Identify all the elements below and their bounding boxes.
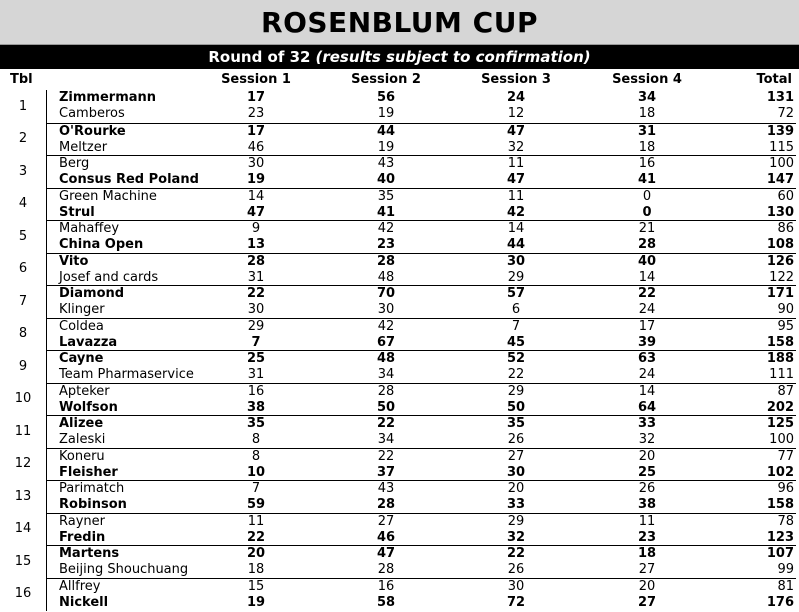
team-name: Green Machine: [59, 188, 157, 204]
session-3-score: 14: [507, 221, 525, 236]
session-1-score: 14: [247, 188, 265, 204]
session-2-score: 22: [376, 416, 396, 431]
session-4-score: 33: [637, 416, 657, 431]
table-number: 11: [14, 423, 32, 439]
session-4-score: 34: [637, 90, 657, 105]
total-score: 111: [769, 367, 794, 382]
session-3-score: 26: [507, 432, 525, 447]
session-4-score: 20: [638, 578, 656, 594]
total-score: 77: [777, 448, 794, 464]
session-4-score: 25: [637, 464, 657, 480]
session-3-score: 44: [506, 237, 526, 252]
match-block: [46, 415, 796, 449]
team-name: Fredin: [59, 529, 106, 545]
match-block: [46, 188, 796, 222]
total-score: 108: [766, 237, 794, 252]
session-4-score: 24: [638, 367, 656, 382]
session-1-score: 19: [246, 172, 266, 187]
total-score: 115: [769, 139, 794, 155]
total-score: 147: [766, 172, 794, 187]
session-3-score: 27: [507, 448, 525, 464]
session-3-score: 29: [507, 383, 525, 399]
session-4-score: 14: [638, 383, 656, 399]
session-4-score: 63: [637, 351, 657, 366]
session-2-score: 28: [377, 562, 395, 577]
table-number: 2: [18, 131, 28, 147]
session-1-score: 16: [247, 383, 265, 399]
session-1-score: 23: [247, 106, 265, 121]
table-row: [47, 465, 796, 481]
total-score: 131: [766, 90, 794, 105]
session-3-score: 47: [506, 123, 526, 139]
match-block: [46, 545, 796, 579]
team-name: Parimatch: [59, 481, 125, 496]
session-4-score: 26: [638, 481, 656, 496]
team-name: Lavazza: [59, 334, 118, 350]
table-row: [47, 286, 796, 302]
team-name: Team Pharmaservice: [59, 367, 194, 382]
team-name: Alizee: [59, 416, 104, 431]
session-3-score: 7: [511, 318, 521, 334]
session-1-score: 17: [246, 90, 266, 105]
session-4-score: 11: [638, 513, 656, 529]
session-4-score: 28: [637, 237, 657, 252]
session-1-score: 29: [247, 318, 265, 334]
session-2-score: 19: [377, 106, 395, 121]
team-name: Robinson: [59, 497, 127, 512]
session-2-score: 50: [376, 399, 396, 415]
table-row: [47, 319, 796, 335]
total-score: 126: [766, 253, 794, 269]
session-3-score: 30: [506, 253, 526, 269]
header-total: Total: [756, 72, 792, 87]
match-block: [46, 480, 796, 514]
table-row: [47, 124, 796, 140]
total-score: 99: [777, 562, 794, 577]
session-1-score: 18: [247, 562, 265, 577]
session-4-score: 40: [637, 253, 657, 269]
session-4-score: 0: [642, 188, 652, 204]
session-2-score: 58: [376, 594, 396, 610]
team-name: Camberos: [59, 106, 125, 121]
total-score: 100: [769, 432, 794, 447]
session-3-score: 11: [507, 156, 525, 171]
session-1-score: 47: [246, 204, 266, 220]
session-3-score: 24: [506, 90, 526, 105]
table-number: 8: [18, 326, 28, 342]
session-4-score: 18: [638, 139, 656, 155]
total-score: 87: [777, 383, 794, 399]
session-1-score: 13: [246, 237, 266, 252]
table-row: [47, 416, 796, 432]
team-name: Diamond: [59, 286, 125, 301]
table-row: [47, 140, 796, 156]
table-row: [47, 595, 796, 611]
session-1-score: 15: [247, 578, 265, 594]
match-block: [46, 448, 796, 482]
team-name: Mahaffey: [59, 221, 120, 236]
confirmation-note: (results subject to confirmation): [315, 48, 591, 66]
match-block: [46, 350, 796, 384]
session-2-score: 48: [376, 351, 396, 366]
session-1-score: 38: [246, 399, 266, 415]
header-session-1: Session 1: [221, 72, 291, 87]
session-4-score: 38: [637, 497, 657, 512]
total-score: 122: [769, 269, 794, 285]
session-3-score: 52: [506, 351, 526, 366]
session-2-score: 35: [377, 188, 395, 204]
total-score: 102: [766, 464, 794, 480]
session-3-score: 26: [507, 562, 525, 577]
session-1-score: 31: [247, 269, 265, 285]
session-4-score: 17: [638, 318, 656, 334]
session-2-score: 42: [377, 318, 395, 334]
session-3-score: 6: [511, 302, 521, 317]
match-block: [46, 285, 796, 319]
session-4-score: 31: [637, 123, 657, 139]
team-name: Rayner: [59, 513, 105, 529]
table-number: 3: [18, 163, 28, 179]
table-number: 4: [18, 196, 28, 212]
table-number: 9: [18, 358, 28, 374]
session-2-score: 37: [376, 464, 396, 480]
session-3-score: 32: [507, 139, 525, 155]
session-1-score: 25: [246, 351, 266, 366]
total-score: 202: [766, 399, 794, 415]
session-2-score: 23: [376, 237, 396, 252]
session-3-score: 32: [506, 529, 526, 545]
team-name: Berg: [59, 156, 90, 171]
session-3-score: 35: [506, 416, 526, 431]
total-score: 100: [769, 156, 794, 171]
match-block: [46, 253, 796, 287]
team-name: Josef and cards: [59, 269, 159, 285]
session-1-score: 22: [246, 286, 266, 301]
table-row: [47, 562, 796, 578]
header-session-2: Session 2: [351, 72, 421, 87]
session-4-score: 41: [637, 172, 657, 187]
table-row: [47, 481, 796, 497]
session-2-score: 28: [377, 383, 395, 399]
session-2-score: 70: [376, 286, 396, 301]
session-4-score: 24: [638, 302, 656, 317]
match-block: [46, 318, 796, 352]
session-1-score: 22: [246, 529, 266, 545]
team-name: Coldea: [59, 318, 104, 334]
session-2-score: 28: [376, 497, 396, 512]
table-row: [47, 530, 796, 546]
session-2-score: 42: [377, 221, 395, 236]
session-4-score: 20: [638, 448, 656, 464]
team-name: Apteker: [59, 383, 110, 399]
match-block: [46, 578, 796, 612]
session-1-score: 59: [246, 497, 266, 512]
header-session-3: Session 3: [481, 72, 551, 87]
session-2-score: 16: [377, 578, 395, 594]
session-2-score: 56: [376, 90, 396, 105]
table-number: 14: [14, 521, 32, 537]
session-2-score: 27: [377, 513, 395, 529]
session-4-score: 22: [637, 286, 657, 301]
session-4-score: 0: [642, 204, 652, 220]
session-2-score: 40: [376, 172, 396, 187]
session-2-score: 44: [376, 123, 396, 139]
table-row: [47, 449, 796, 465]
table-number: 1: [18, 98, 28, 114]
team-name: Koneru: [59, 448, 105, 464]
header-session-4: Session 4: [612, 72, 682, 87]
session-1-score: 35: [246, 416, 266, 431]
total-score: 188: [766, 351, 794, 366]
table-row: [47, 254, 796, 270]
table-row: [47, 384, 796, 400]
session-3-score: 12: [507, 106, 525, 121]
total-score: 107: [766, 546, 794, 561]
match-block: [46, 90, 796, 123]
table-row: [47, 205, 796, 221]
table-row: [47, 546, 796, 562]
session-1-score: 10: [246, 464, 266, 480]
total-score: 176: [766, 594, 794, 610]
match-block: [46, 155, 796, 189]
table-number: 13: [14, 488, 32, 504]
table-row: [47, 302, 796, 318]
total-score: 125: [766, 416, 794, 431]
table-number: 7: [18, 293, 28, 309]
session-3-score: 42: [506, 204, 526, 220]
total-score: 96: [777, 481, 794, 496]
total-score: 158: [766, 497, 794, 512]
table-row: [47, 237, 796, 253]
session-1-score: 8: [251, 448, 261, 464]
session-3-score: 29: [507, 269, 525, 285]
session-4-score: 32: [638, 432, 656, 447]
session-4-score: 39: [637, 334, 657, 350]
team-name: Allfrey: [59, 578, 101, 594]
page-title: ROSENBLUM CUP: [261, 5, 538, 39]
session-3-score: 47: [506, 172, 526, 187]
session-4-score: 23: [637, 529, 657, 545]
session-2-score: 22: [377, 448, 395, 464]
session-1-score: 7: [251, 334, 261, 350]
table-row: [47, 400, 796, 416]
session-1-score: 28: [246, 253, 266, 269]
session-2-score: 34: [377, 432, 395, 447]
table-row: [47, 367, 796, 383]
team-name: Wolfson: [59, 399, 118, 415]
team-name: Zimmermann: [59, 90, 157, 105]
table-number: 5: [18, 228, 28, 244]
session-2-score: 43: [377, 481, 395, 496]
table-number: 6: [18, 261, 28, 277]
team-name: Klinger: [59, 302, 105, 317]
table-number: 15: [14, 553, 32, 569]
session-1-score: 8: [251, 432, 261, 447]
table-row: [47, 189, 796, 205]
session-2-score: 34: [377, 367, 395, 382]
session-1-score: 19: [246, 594, 266, 610]
session-2-score: 41: [376, 204, 396, 220]
match-block: [46, 220, 796, 254]
total-score: 158: [766, 334, 794, 350]
session-3-score: 45: [506, 334, 526, 350]
match-block: [46, 123, 796, 157]
total-score: 72: [777, 106, 794, 121]
table-row: [47, 432, 796, 448]
team-name: China Open: [59, 237, 144, 252]
table-number: 12: [14, 456, 32, 472]
total-score: 130: [766, 204, 794, 220]
match-block: [46, 383, 796, 417]
total-score: 86: [777, 221, 794, 236]
session-2-score: 46: [376, 529, 396, 545]
session-1-score: 17: [246, 123, 266, 139]
match-block: [46, 513, 796, 547]
header-tbl: Tbl: [10, 72, 33, 87]
team-name: Vito: [59, 253, 89, 269]
team-name: Nickell: [59, 594, 109, 610]
session-4-score: 21: [638, 221, 656, 236]
column-header-row: [0, 69, 799, 90]
session-1-score: 20: [246, 546, 266, 561]
team-name: Cayne: [59, 351, 104, 366]
table-row: [47, 106, 796, 122]
table-row: [47, 514, 796, 530]
total-score: 123: [766, 529, 794, 545]
session-1-score: 31: [247, 367, 265, 382]
round-label: Round of 32: [208, 48, 311, 66]
table-row: [47, 351, 796, 367]
title-banner: [0, 0, 799, 45]
session-3-score: 72: [506, 594, 526, 610]
results-table: [0, 90, 799, 610]
session-2-score: 28: [376, 253, 396, 269]
total-score: 139: [766, 123, 794, 139]
session-4-score: 64: [637, 399, 657, 415]
team-name: Martens: [59, 546, 120, 561]
session-3-score: 30: [506, 464, 526, 480]
session-3-score: 11: [507, 188, 525, 204]
session-1-score: 11: [247, 513, 265, 529]
session-4-score: 18: [638, 106, 656, 121]
session-3-score: 33: [506, 497, 526, 512]
session-4-score: 27: [638, 562, 656, 577]
session-2-score: 48: [377, 269, 395, 285]
session-3-score: 29: [507, 513, 525, 529]
table-row: [47, 579, 796, 595]
team-name: Consus Red Poland: [59, 172, 199, 187]
subtitle-banner: [0, 45, 799, 69]
total-score: 60: [777, 188, 794, 204]
session-2-score: 67: [376, 334, 396, 350]
session-4-score: 27: [637, 594, 657, 610]
team-name: Fleisher: [59, 464, 118, 480]
total-score: 81: [777, 578, 794, 594]
table-row: [47, 497, 796, 513]
table-row: [47, 335, 796, 351]
session-3-score: 57: [506, 286, 526, 301]
team-name: Beijing Shouchuang: [59, 562, 189, 577]
session-3-score: 20: [507, 481, 525, 496]
session-4-score: 16: [638, 156, 656, 171]
table-row: [47, 90, 796, 106]
session-4-score: 14: [638, 269, 656, 285]
session-2-score: 30: [377, 302, 395, 317]
table-row: [47, 221, 796, 237]
session-4-score: 18: [637, 546, 657, 561]
session-3-score: 50: [506, 399, 526, 415]
session-1-score: 46: [247, 139, 265, 155]
session-1-score: 7: [251, 481, 261, 496]
session-1-score: 30: [247, 302, 265, 317]
session-3-score: 22: [506, 546, 526, 561]
session-2-score: 43: [377, 156, 395, 171]
table-row: [47, 156, 796, 172]
session-1-score: 30: [247, 156, 265, 171]
total-score: 171: [766, 286, 794, 301]
team-name: Zaleski: [59, 432, 106, 447]
total-score: 95: [777, 318, 794, 334]
session-1-score: 9: [251, 221, 261, 236]
session-2-score: 19: [377, 139, 395, 155]
table-number: 16: [14, 586, 32, 602]
table-row: [47, 172, 796, 188]
total-score: 78: [777, 513, 794, 529]
table-row: [47, 270, 796, 286]
table-number: 10: [14, 391, 32, 407]
total-score: 90: [777, 302, 794, 317]
team-name: Meltzer: [59, 139, 108, 155]
team-name: O'Rourke: [59, 123, 126, 139]
session-3-score: 30: [507, 578, 525, 594]
session-2-score: 47: [376, 546, 396, 561]
session-3-score: 22: [507, 367, 525, 382]
team-name: Strul: [59, 204, 95, 220]
